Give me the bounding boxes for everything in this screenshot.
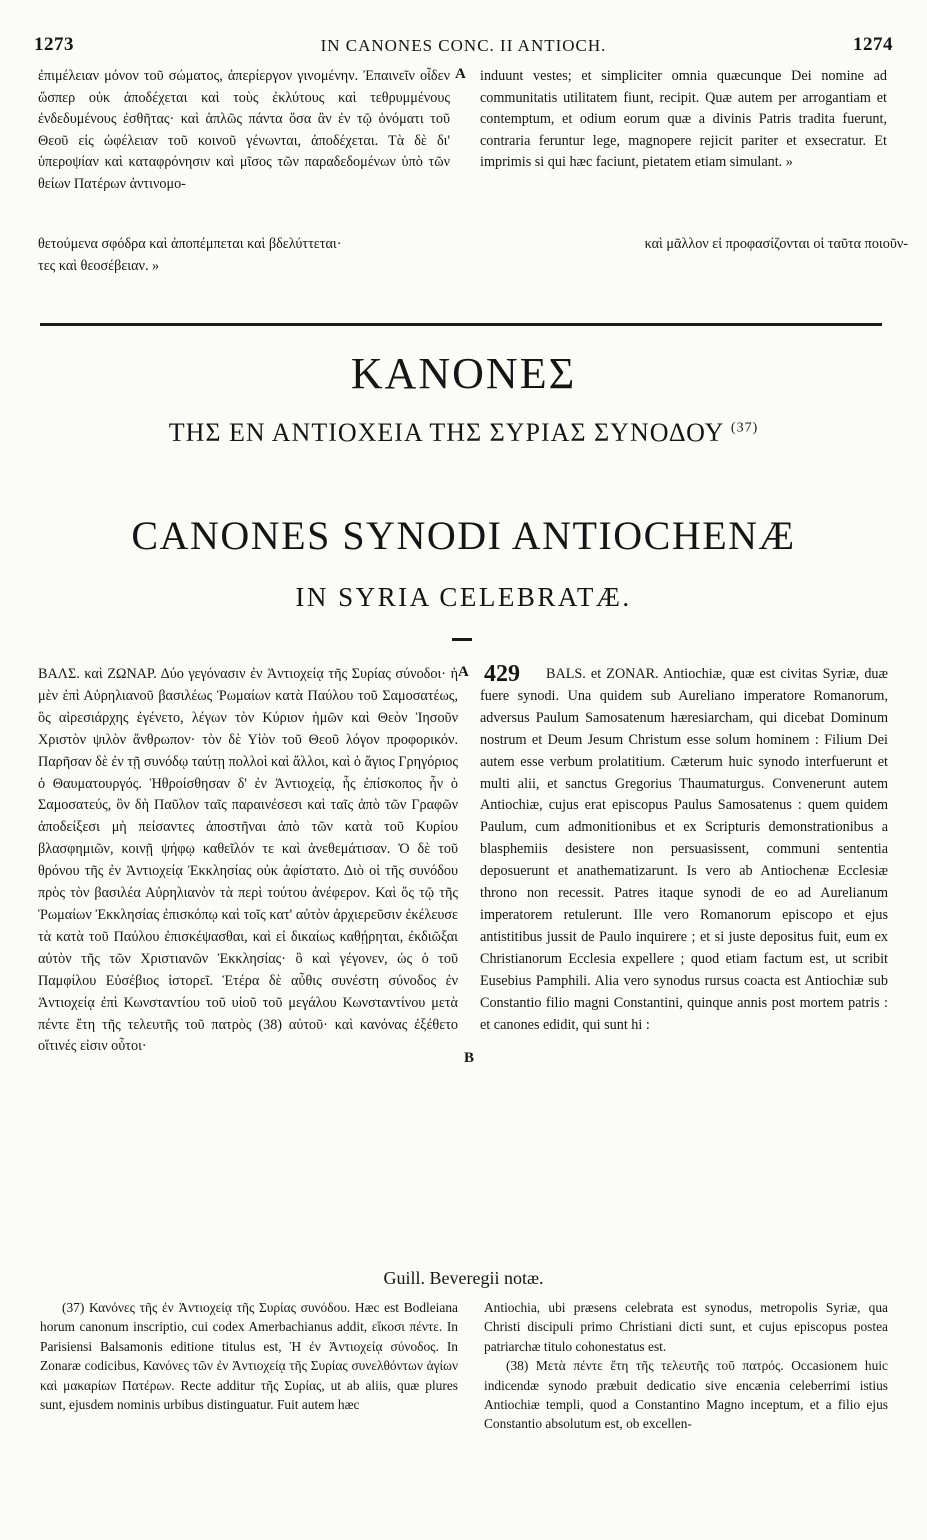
- greek-title: ΚΑΝΟΝΕΣ: [350, 349, 577, 398]
- notes-left-column: [40, 1298, 458, 1414]
- body-greek-text: ΒΑΛΣ. καὶ ΖΩΝΑΡ. Δύο γεγόνασιν ἐν Ἀντιοχείᾳ τῆς Συρίας σύνοδοι· ἡ μὲν ἐπὶ Αὐρηλιανοῦ βασιλέως Ῥωμαίων κατὰ Παύλου τοῦ Σαμοσατέως, ὃς αἱρεσιάρχης ἐγένετο, λέγων τὸν Κύριον ἡμῶν καὶ Θεὸν Ἰησοῦν Χριστὸν ψιλὸν ἄνθρωπον· τὸν δὲ Υἱὸν τοῦ Θεοῦ λόγον προφορικόν. Παρῆσαν δὲ ἐν τῇ συνόδῳ ταύτῃ πολλοὶ καὶ ἄλλοι, καὶ ὁ ἅγιος Γρηγόριος ὁ Θαυματουργός. Ἠθροίσθησαν δ' ἐν Ἀντιοχείᾳ, ἧς ἐπίσκοπος ἦν ὁ Σαμοσατεύς, ὃν δὴ Παῦλον ταῖς παραινέσεσι καὶ ταῖς ἀπὸ τῶν Γραφῶν ἀποδείξεσι μὴ πείσαντες ἀποστῆναι ἀπὸ τῶν κατὰ τοῦ Κυρίου βλασφημιῶν, κοινῇ ψήφῳ καθεῖλόν τε καὶ ἀνεθεμάτισαν. Ὁ δὲ τοῦ θρόνου τῆς ἐν Ἀντιοχείᾳ Ἐκκλησίας οὐκ ἀφίστατο. Διὸ οἱ τῆς συνόδου πρὸς τὸν βασιλέα Αὐρηλιανὸν τὰ περὶ τούτου ἀνέφερον. Καὶ ὅς τῷ τῆς Ῥωμαίων Ἐκκλησίας ἐπισκόπῳ καὶ τοῖς κατ' αὐτὸν ἀρχιερεῦσιν ἐκέλευσε τὰ κατὰ τοῦ Παύλου ἐπισκέψασθαι, καὶ εἰ δικαίως καθῄρηται, ἐκδιῶξαι αὐτὸν τῆς τῶν Χριστιανῶν Ἐκκλησίας· ὃ καὶ γέγονεν, ὡς ὁ τοῦ Παμφίλου Εὐσέβιος ἱστορεῖ. Ἑτέρα δὲ αὖθις συνέστη σύνοδος ἐν Ἀντιοχείᾳ ἐπὶ Κωνσταντίου τοῦ υἱοῦ τοῦ μεγάλου Κωνσταντίνου μετὰ πέντε ἔτη τῆς τελευτῆς τοῦ πατρὸς (38) αὐτοῦ· καὶ κανόνας ἐξέθετο οἵτινές εἰσιν οὗτοι·: [38, 666, 458, 1055]
- note-37-text: (37) Κανόνες τῆς ἐν Ἀντιοχείᾳ τῆς Συρίας συνόδου. Hæc est Bodleiana horum canonum inscriptio, cui codex Amerbachianus addit, εἴκοσι πέντε. In Parisiensi Balsamonis editione titulus est, Ἡ ἐν Ἀντιοχείᾳ σύνοδος. In Zonaræ codicibus, Κανόνες τῶν ἐν Ἀντιοχείᾳ τῆς Συρίας συνελθόντων ἁγίων καὶ μακαρίων Πατέρων. Recte additur τῆς Συρίας, ut ab aliis, quæ plures sunt, ejusdem nominis urbibus distinguatur. Fuit autem hæc: [40, 1300, 458, 1413]
- notes-heading: Guill. Beveregii notæ.: [383, 1268, 544, 1288]
- spill-left-text: θετούμενα σφόδρα καὶ ἀποπέμπεται καὶ βδελύττεται·: [38, 236, 342, 252]
- margin-marker-a-body: A: [458, 664, 469, 680]
- note-reference-37: (37): [730, 420, 759, 436]
- running-title: IN CANONES CONC. II ANTIOCH.: [320, 36, 607, 55]
- margin-marker-a-top: A: [455, 66, 466, 82]
- greek-spillover: [38, 234, 908, 277]
- spill-right-text: καὶ μᾶλλον εἰ προφασίζονται οἱ ταῦτα ποιοῦν-: [644, 236, 908, 252]
- note-38-text: (38) Μετὰ πέντε ἔτη τῆς τελευτῆς τοῦ πατρός. Occasionem huic indicendæ synodo præbuit dedicatio sive encænia celeberrimi istius Antiochiæ templi, quod a Constantino Magno inceptum, et a filio ejus Constantio absolutum est, ob excellen-: [484, 1358, 888, 1432]
- body-latin-text: BALS. et ZONAR. Antiochiæ, quæ est civitas Syriæ, duæ fuere synodi. Una quidem sub Aureliano imperatore Romanorum, adversus Paulum Samosatenum hæresiarcham, qui dicebat Dominum nostrum et Deum Jesum Christum esse solum hominem : Filium Dei autem esse verbum prolatitium. Cæterum huic synodo interfuerunt et multi alii, et sanctus Gregorius Thaumaturgus. Convenerunt autem Antiochiæ, cujus erat episcopus Paulus Samosatenus : quem quidem Paulum, cum admonitionibus et ex Scripturis demonstrationibus a blasphemiis desistere non persuasissent, communi sententia deposuerunt et anathematizarunt. Is vero ab Antiochenæ Ecclesiæ throno non recessit. Patres itaque synodi de eo ad Aurelianum imperatorem retulerunt. Ille vero Romanorum episcopo et ejus antistitibus jussit de Paulo inquirere ; et si juste depositus fuit, eum ex Christianorum Ecclesia expellere ; quod etiam factum est, ut scribit Eusebius Pamphili. Alia vero synodus rursus coacta est Antiochiæ sub Constantio filio magni Constantini, quinque annis post mortem patris : et canones edidit, qui sunt hi :: [480, 666, 888, 1033]
- top-latin-column: [480, 66, 887, 174]
- title-dash: [452, 638, 472, 641]
- notes-right-column: [484, 1298, 888, 1434]
- top-latin-text: induunt vestes; et simpliciter omnia quæcunque Dei nomine ad communitatis utilitatem fiunt, recipit. Quæ autem per arrogantiam et contemptum, et odium eorum quæ a divinis Patris tradita fuerunt, contraria feruntur lege, magnopere rejicit pariter et exsecratur. Et imprimis si qui hæc faciunt, pietatem etiam simulant. »: [480, 68, 887, 171]
- body-latin-column: [480, 664, 888, 1036]
- section-rule: [40, 323, 882, 326]
- spill-line-two: τες καὶ θεοσέβειαν. »: [38, 257, 160, 274]
- page-header: [34, 34, 893, 60]
- body-greek-column: [38, 664, 458, 1058]
- latin-title: CANONES SYNODI ANTIOCHENÆ: [131, 513, 796, 558]
- note-37-continuation: Antiochia, ubi præsens celebrata est synodus, metropolis Syriæ, qua Christi discipuli primo Christiani dicti sunt, et cujus episcopus postea patriarchæ titulo cohonestatus est.: [484, 1300, 888, 1354]
- greek-subtitle: [0, 418, 927, 448]
- top-greek-column: [38, 66, 450, 196]
- column-number: 429: [484, 661, 520, 687]
- margin-marker-b: B: [464, 1050, 475, 1066]
- greek-subtitle-text: ΤΗΣ ΕΝ ΑΝΤΙΟΧΕΙΑ ΤΗΣ ΣΥΡΙΑΣ ΣΥΝΟΔΟΥ: [168, 418, 724, 447]
- right-page-number: 1274: [853, 34, 893, 55]
- latin-subtitle: IN SYRIA CELEBRATÆ.: [295, 582, 632, 612]
- left-page-number: 1273: [34, 34, 74, 55]
- top-greek-text: ἐπιμέλειαν μόνον τοῦ σώματος, ἀπερίεργον γινομένην. Ἐπαινεῖν οἶδεν ὥσπερ οὐκ ἀποδέχεται καὶ τοὺς ἐκλύτους καὶ τεθρυμμένους ἐνδεδυμένους ἐσθῆτας· καὶ ἁπλῶς πάντα ὅσα ἂν ἐν τῷ ὀνόματι τοῦ Θεοῦ εἰς ὠφέλειαν τοῦ κοινοῦ γένωνται, ἀποδέχεται. Τὰ δὲ δι' ὑπεροψίαν καὶ καταφρόνησιν καὶ μῖσος τῶν παραδεδομένων ὑπὸ τῶν θείων Πατέρων ἀντινομο-: [38, 68, 450, 192]
